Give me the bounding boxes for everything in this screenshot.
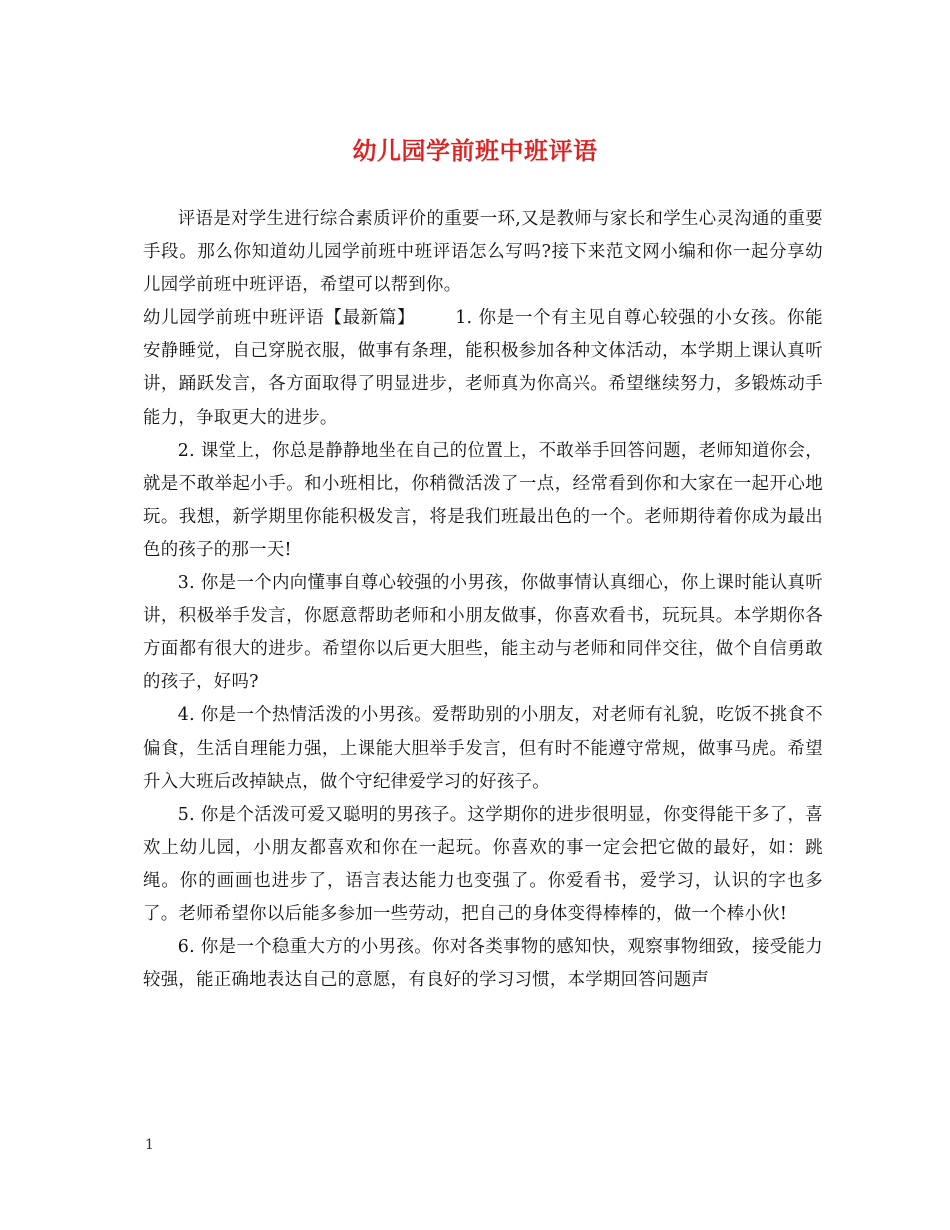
comment-4: 4. 你是一个热情活泼的小男孩。爱帮助别的小朋友，对老师有礼貌，吃饭不挑食不偏食，生活自理能力强，上课能大胆举手发言，但有时不能遵守常规，做事马虎。希望升入大班后改掉缺点，做个守纪律爱学习的好孩子。 [143,705,823,792]
page-number: 1 [145,1137,154,1153]
section-heading: 幼儿园学前班中班评语【最新篇】 [143,308,416,329]
comment-1: 1. 你是一个有主见自尊心较强的小女孩。你能安静睡觉，自己穿脱衣服，做事有条理，能积极参加各种文体活动，本学期上课认真听讲，踊跃发言，各方面取得了明显进步，老师真为你高兴。希望继续努力，多锻炼动手能力，争取更大的进步。 [143,308,823,428]
comment-5: 5. 你是个活泼可爱又聪明的男孩子。这学期你的进步很明显，你变得能干多了，喜欢上幼儿园，小朋友都喜欢和你在一起玩。你喜欢的事一定会把它做的最好，如：跳绳。你的画画也进步了，语言表达能力也变强了。你爱看书，爱学习，认识的字也多了。老师希望你以后能多参加一些劳动，把自己的身体变得棒棒的，做一个棒小伙! [143,804,823,924]
intro-paragraph: 评语是对学生进行综合素质评价的重要一环,又是教师与家长和学生心灵沟通的重要手段。那么你知道幼儿园学前班中班评语怎么写吗?接下来范文网小编和你一起分享幼儿园学前班中班评语，希望可以帮到你。 [143,209,823,296]
section-paragraph [143,302,823,434]
comment-3: 3. 你是一个内向懂事自尊心较强的小男孩，你做事情认真细心，你上课时能认真听讲，积极举手发言，你愿意帮助老师和小朋友做事，你喜欢看书，玩玩具。本学期你各方面都有很大的进步。希望你以后更大胆些，能主动与老师和同伴交往，做个自信勇敢的孩子，好吗? [143,573,823,693]
document-body [143,203,823,997]
document-title: 幼儿园学前班中班评语 [352,136,598,165]
comment-2: 2. 课堂上，你总是静静地坐在自己的位置上，不敢举手回答问题，老师知道你会，就是不敢举起小手。和小班相比，你稍微活泼了一点，经常看到你和大家在一起开心地玩。我想，新学期里你能积极发言，将是我们班最出色的一个。老师期待着你成为最出色的孩子的那一天! [143,440,823,560]
comment-6: 6. 你是一个稳重大方的小男孩。你对各类事物的感知快，观察事物细致，接受能力较强，能正确地表达自己的意愿，有良好的学习习惯，本学期回答问题声 [143,937,823,991]
